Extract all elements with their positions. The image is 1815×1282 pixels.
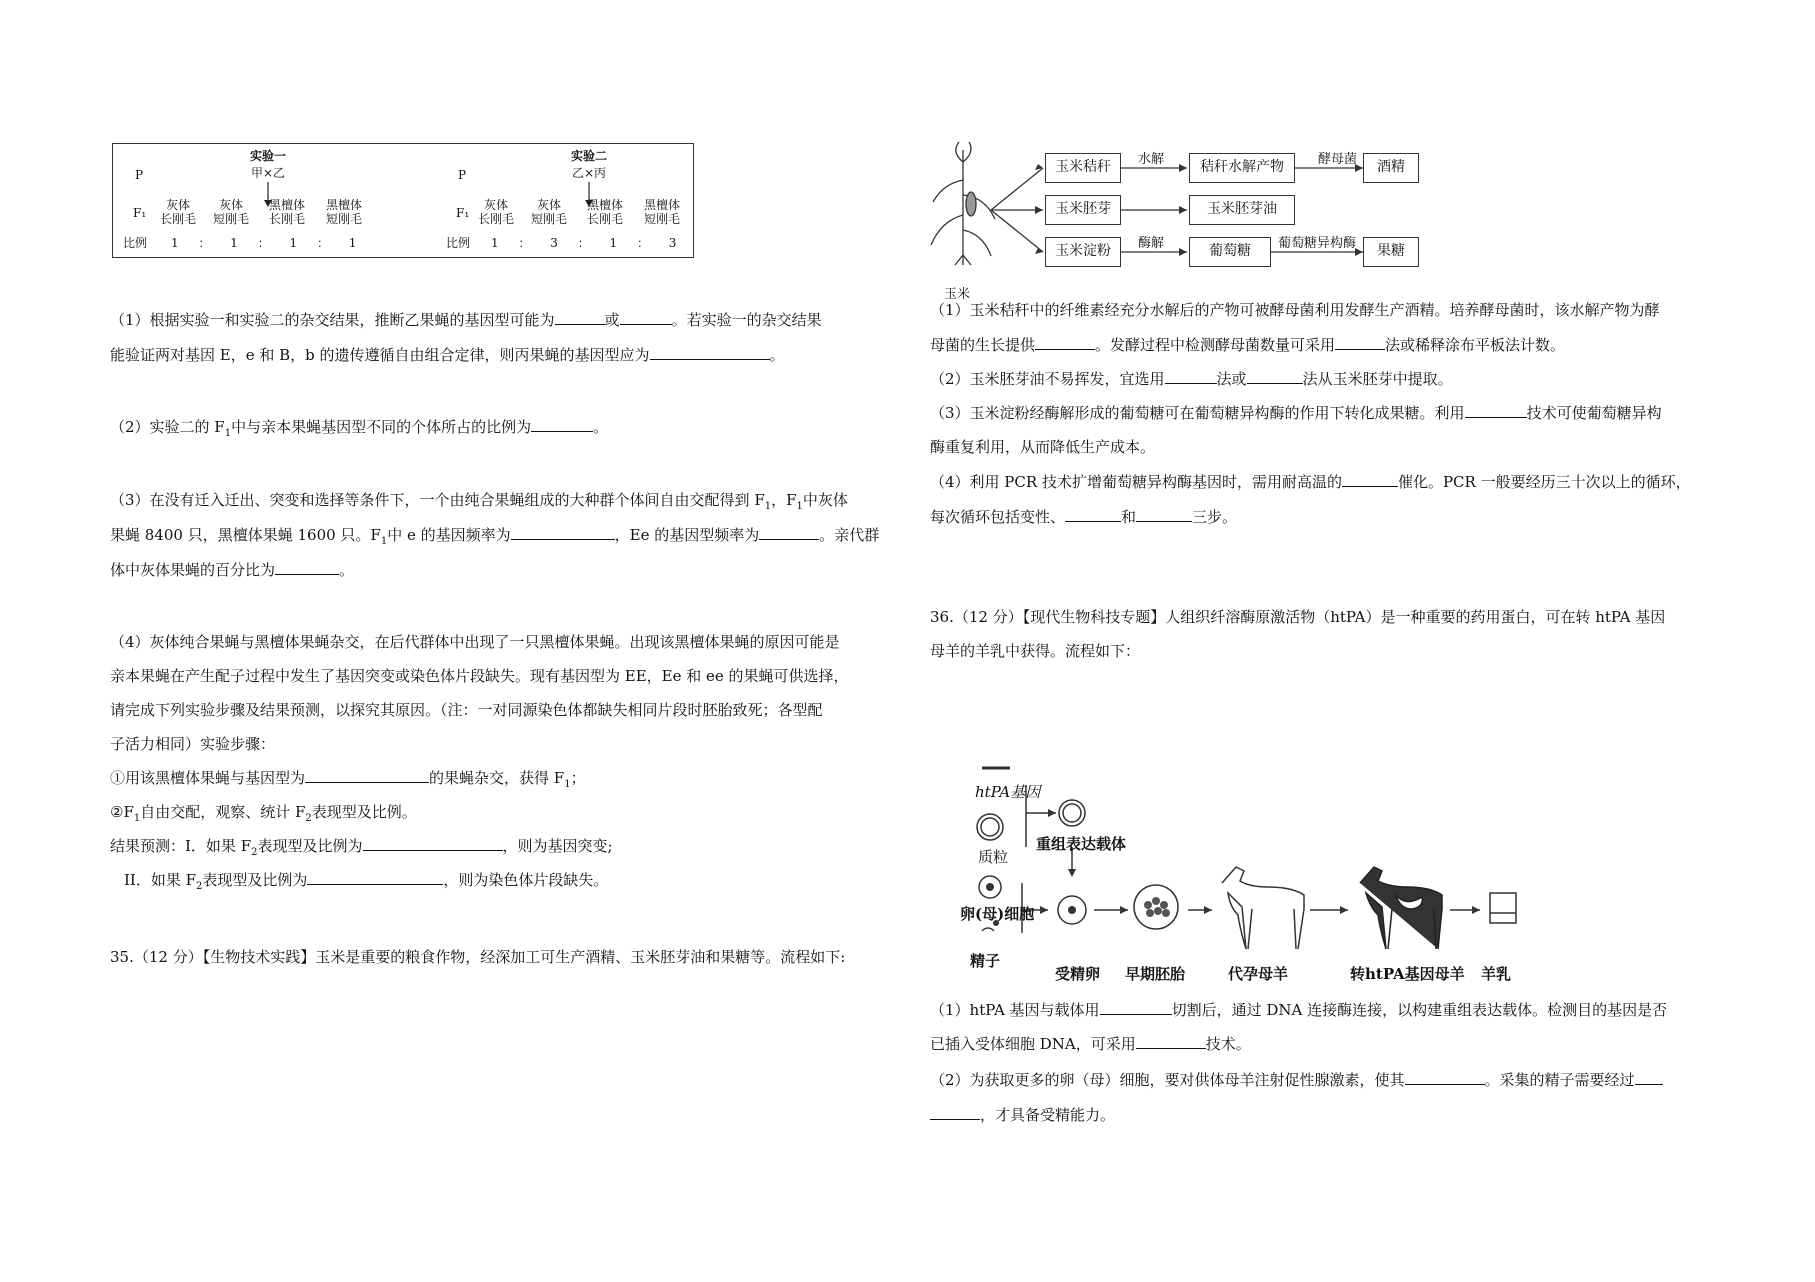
q36-l4: ，才具备受精能力。 <box>930 1098 1115 1132</box>
corn-label: 玉米 <box>944 287 971 302</box>
q3-line2: 果蝇 8400 只，黑檀体果蝇 1600 只。$F_1$中 e 的基因频率为 ，Ee 的基因型频率为 。亲代群 <box>110 526 880 547</box>
q4-line3: 请完成下列实验步骤及结果预测，以探究其原因。（注：一对同源染色体都缺失相同片段时胚胎致死；各型配 <box>110 701 823 719</box>
exp1-pheno-1: 灰体 长刚毛 <box>159 198 196 226</box>
exp2-ratio: 1 ： 3 ： 1 ： 3 <box>491 236 685 250</box>
q35-blank-2[interactable] <box>1335 335 1385 350</box>
exp2-title: 实验二 <box>570 149 607 163</box>
q4-blank-1[interactable] <box>305 768 429 783</box>
q3-blank-2[interactable] <box>759 525 819 540</box>
q36-blank-4[interactable] <box>1635 1070 1663 1085</box>
experiment-table <box>112 143 694 258</box>
box-corn-germ: 玉米胚芽 <box>1045 195 1121 225</box>
box-straw-hydrolysate: 秸秆水解产物 <box>1189 153 1295 183</box>
q35-l4: （3）玉米淀粉经酶解形成的葡萄糖可在葡萄糖异构酶的作用下转化成果糖。利用 技术可使葡萄糖异构 <box>930 404 1662 422</box>
q4-line1: （4）灰体纯合果蝇与黑檀体果蝇杂交，在后代群体中出现了一只黑檀体果蝇。出现该黑檀体果蝇的原因可能是 <box>110 633 840 651</box>
q1-blank-1[interactable] <box>555 310 605 325</box>
exp1-pheno-2: 灰体 短刚毛 <box>212 198 249 226</box>
sperm-label: 精子 <box>970 952 1001 970</box>
q4-line4: 子活力相同）实验步骤： <box>110 735 276 753</box>
exp2-f1-label: F₁ <box>456 206 470 220</box>
q36-blank-3[interactable] <box>1405 1070 1485 1085</box>
q35-header: 35.（12 分）【生物技术实践】玉米是重要的粮食作物，经深加工可生产酒精、玉米胚芽油和果糖等。流程如下: <box>110 948 846 966</box>
q35-blank-1[interactable] <box>1035 335 1095 350</box>
exp2-p-label: P <box>458 168 467 182</box>
q35-l5: 酶重复利用，从而降低生产成本。 <box>930 438 1156 456</box>
exp1-title: 实验一 <box>249 149 286 163</box>
htpa-gene-label: htPA基因 <box>975 783 1041 801</box>
box-corn-germ-oil: 玉米胚芽油 <box>1189 195 1295 225</box>
early-embryo-label: 早期胚胎 <box>1125 965 1186 983</box>
q36-blank-1[interactable] <box>1100 1000 1172 1015</box>
q35-blank-8[interactable] <box>1136 507 1192 522</box>
q35-l3: （2）玉米胚芽油不易挥发，宜选用 法或 法从玉米胚芽中提取。 <box>930 370 1453 388</box>
label-yeast: 酵母菌 <box>1318 152 1358 167</box>
exp1-p-label: P <box>135 168 144 182</box>
transgenic-sheep-icon <box>1360 867 1442 949</box>
q1-line1: （1）根据实验一和实验二的杂交结果，推断乙果蝇的基因型可能为 或 。若实验一的杂交结果 <box>110 311 822 329</box>
q36-blank-2[interactable] <box>1136 1034 1206 1049</box>
zygote-label: 受精卵 <box>1055 965 1101 983</box>
q3-blank-1[interactable] <box>511 525 615 540</box>
box-alcohol: 酒精 <box>1363 153 1419 183</box>
q35-blank-4[interactable] <box>1247 369 1303 384</box>
exp1-ratio-label: 比例 <box>123 236 148 250</box>
q36-l2: 已插入受体细胞 DNA，可采用 技术。 <box>930 1035 1251 1053</box>
q36-l1: （1）htPA 基因与载体用 切割后，通过 DNA 连接酶连接，以构建重组表达载体。检测目的基因是否 <box>930 1001 1668 1019</box>
q1-blank-2[interactable] <box>620 310 672 325</box>
q35-l2: 母菌的生长提供 。发酵过程中检测酵母菌数量可采用 法或稀释涂布平板法计数。 <box>930 336 1566 354</box>
box-glucose: 葡萄糖 <box>1189 237 1271 267</box>
q4-blank-3[interactable] <box>307 870 443 885</box>
recombinant-vector-label: 重组表达载体 <box>1036 835 1127 853</box>
plasmid-label: 质粒 <box>978 848 1009 866</box>
q35-blank-7[interactable] <box>1065 507 1121 522</box>
q35-blank-5[interactable] <box>1465 403 1527 418</box>
corn-plant-icon <box>931 142 995 265</box>
box-corn-straw: 玉米秸秆 <box>1045 153 1121 183</box>
htpa-flow-diagram <box>960 765 1550 985</box>
q1-blank-3[interactable] <box>650 345 770 360</box>
exp2-ratio-label: 比例 <box>446 236 471 250</box>
q36-l3: （2）为获取更多的卵（母）细胞，要对供体母羊注射促性腺激素，使其 。采集的精子需要经过 <box>930 1063 1663 1097</box>
surrogate-sheep-icon <box>1222 867 1304 949</box>
exp2-pheno-4: 黑檀体 短刚毛 <box>643 198 680 226</box>
q1-line2: 能验证两对基因 E，e 和 B，b 的遗传遵循自由组合定律，则丙果蝇的基因型应为 。 <box>110 346 785 364</box>
q36-blank-5[interactable] <box>930 1105 980 1120</box>
q35-blank-3[interactable] <box>1165 369 1217 384</box>
exp1-ratio: 1 ： 1 ： 1 ： 1 <box>171 236 365 250</box>
exp2-pheno-2: 灰体 短刚毛 <box>530 198 567 226</box>
exp1-pheno-4: 黑檀体 短刚毛 <box>325 198 362 226</box>
label-enzymolysis: 酶解 <box>1138 236 1165 251</box>
q35-l6: （4）利用 PCR 技术扩增葡萄糖异构酶基因时，需用耐高温的 催化。PCR 一般要经历三十次以上的循环， <box>930 473 1691 491</box>
q2-line: （2）实验二的 $F_1$中与亲本果蝇基因型不同的个体所占的比例为 。 <box>110 418 609 439</box>
exp2-pheno-1: 灰体 长刚毛 <box>477 198 514 226</box>
exp1-pheno-3: 黑檀体 长刚毛 <box>268 198 305 226</box>
q3-line1: （3）在没有迁入迁出、突变和选择等条件下，一个由纯合果蝇组成的大种群个体间自由交配得到 $F_1$，$F_1$中灰体 <box>110 491 848 512</box>
q4-blank-2[interactable] <box>363 836 503 851</box>
q3-blank-3[interactable] <box>275 560 339 575</box>
exp2-cross: 乙×丙 <box>571 166 607 180</box>
q4-result2: II．如果 $F_2$表现型及比例为 ，则为染色体片段缺失。 <box>124 871 609 892</box>
q4-result1: 结果预测：I．如果 $F_2$表现型及比例为 ，则为基因突变; <box>110 837 613 858</box>
q36-line2: 母羊的羊乳中获得。流程如下： <box>930 642 1141 660</box>
q35-l7: 每次循环包括变性、 和 三步。 <box>930 508 1238 526</box>
box-corn-starch: 玉米淀粉 <box>1045 237 1121 267</box>
surrogate-label: 代孕母羊 <box>1228 965 1289 983</box>
q4-step2: $②F_1$自由交配，观察、统计 $F_2$表现型及比例。 <box>110 803 417 824</box>
q35-l1: （1）玉米秸秆中的纤维素经充分水解后的产物可被酵母菌利用发酵生产酒精。培养酵母菌时，该水解产物为酵 <box>930 301 1660 319</box>
box-fructose: 果糖 <box>1363 237 1419 267</box>
exp1-cross: 甲×乙 <box>250 166 286 180</box>
label-hydrolysis: 水解 <box>1138 152 1165 167</box>
exp2-pheno-3: 黑檀体 长刚毛 <box>586 198 623 226</box>
q4-line2: 亲本果蝇在产生配子过程中发生了基因突变或染色体片段缺失。现有基因型为 EE，Ee 和 ee 的果蝇可供选择， <box>110 667 849 685</box>
label-isomerase: 葡萄糖异构酶 <box>1278 236 1357 251</box>
q36-line1: 36.（12 分）【现代生物科技专题】人组织纤溶酶原激活物（htPA）是一种重要的药用蛋白，可在转 htPA 基因 <box>930 608 1666 626</box>
transgenic-sheep-label: 转htPA基因母羊 <box>1350 965 1465 983</box>
q35-blank-6[interactable] <box>1342 472 1398 487</box>
q4-step1: ①用该黑檀体果蝇与基因型为 的果蝇杂交，获得 $F_1$； <box>110 769 586 790</box>
egg-cell-label: 卵(母)细胞 <box>960 905 1035 923</box>
exp1-f1-label: F₁ <box>133 206 147 220</box>
q3-line3: 体中灰体果蝇的百分比为 。 <box>110 561 355 579</box>
goat-milk-label: 羊乳 <box>1481 965 1512 983</box>
q2-blank[interactable] <box>531 417 593 432</box>
